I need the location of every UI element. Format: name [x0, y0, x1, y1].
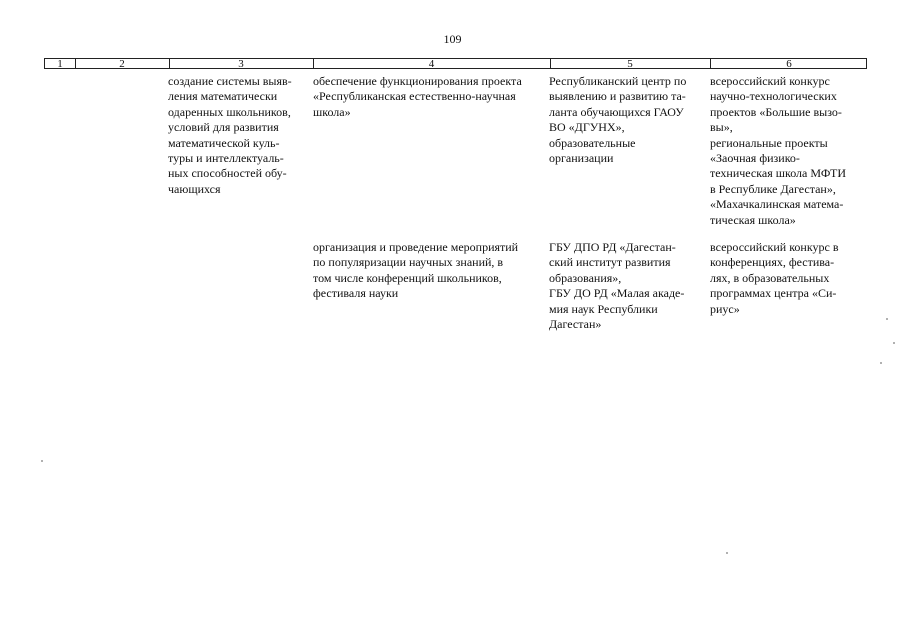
row1-goal-cell: создание системы выяв- ления математически одаренных школьников, условий для развития математической куль- туры и интеллектуаль- ных способностей обу- чающихся [168, 74, 292, 196]
page-number: 109 [443, 32, 462, 46]
column-header-1: 1 [57, 58, 63, 70]
row2-responsible-cell: ГБУ ДПО РД «Дагестан- ский институт развития образования», ГБУ ДО РД «Малая акаде- мия наук Республики Дагестан» [549, 240, 685, 332]
scan-speck [726, 552, 728, 554]
row2-projects-cell: всероссийский конкурс в конференциях, фестива- лях, в образовательных программах центра «Си- риус» [710, 240, 839, 316]
column-header-2: 2 [119, 58, 125, 70]
column-header-5: 5 [627, 58, 633, 70]
column-header-6: 6 [786, 58, 792, 70]
row1-activity-cell: обеспечение функционирования проекта «Республиканская естественно-научная школа» [313, 74, 522, 119]
scan-speck [886, 318, 888, 320]
row1-responsible-cell: Республиканский центр по выявлению и развитию та- ланта обучающихся ГАОУ ВО «ДГУНХ», образовательные организации [549, 74, 687, 166]
scan-speck [893, 342, 895, 344]
column-header-4: 4 [428, 58, 435, 70]
scan-speck [41, 460, 43, 462]
column-header-3: 3 [238, 58, 244, 70]
table-header-row [44, 58, 867, 69]
row1-projects-cell: всероссийский конкурс научно-технологических проектов «Большие вызо- вы», региональные проекты «Заочная физико- техническая школа МФТИ в Республике Дагестан», «Махачкалинская матема- тическая школа» [710, 74, 847, 227]
row2-activity-cell: организация и проведение мероприятий по популяризации научных знаний, в том числе конференций школьников, фестиваля науки [313, 240, 519, 301]
scan-speck [880, 362, 882, 364]
